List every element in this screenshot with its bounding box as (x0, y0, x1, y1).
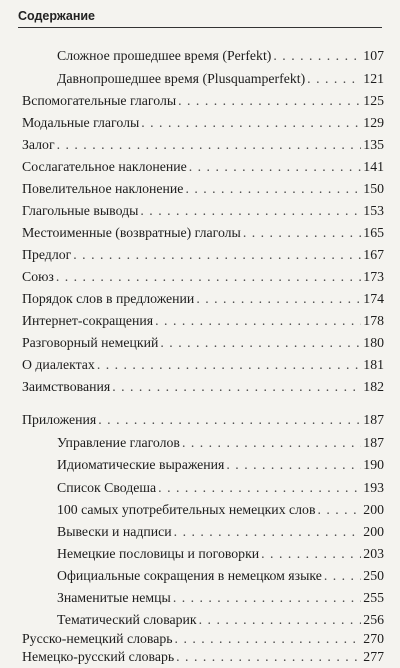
header-divider (18, 27, 382, 28)
toc-page-number: 255 (363, 590, 384, 605)
toc-entry (57, 47, 384, 65)
page-header (18, 6, 382, 28)
toc-leader (175, 630, 362, 648)
toc-entry (22, 246, 384, 264)
toc-entry-title: Список Сводеша (57, 480, 157, 495)
toc-entry-title: Модальные глаголы (22, 115, 140, 130)
toc-entry-title: Вывески и надписи (57, 524, 172, 539)
toc-entry (22, 378, 384, 396)
toc-entry (22, 648, 384, 666)
toc-entry (22, 136, 384, 154)
toc-leader (57, 136, 362, 154)
toc-entry (57, 589, 384, 607)
toc-page-number: 256 (363, 612, 384, 627)
toc-entry (57, 523, 384, 541)
toc-leader (273, 47, 361, 65)
toc-leader (98, 411, 361, 429)
toc-page-number: 135 (363, 137, 384, 152)
toc-entry (57, 479, 384, 497)
toc-page-number: 178 (363, 313, 384, 328)
toc-entry (22, 268, 384, 286)
toc-entry (22, 202, 384, 220)
toc-entry (57, 70, 384, 88)
toc-entry (57, 434, 384, 452)
toc-page-number: 250 (363, 568, 384, 583)
toc-leader (199, 611, 362, 629)
toc-page-number: 165 (363, 225, 384, 240)
toc-leader (176, 648, 361, 666)
toc-page-number: 125 (363, 93, 384, 108)
toc-leader (317, 501, 361, 519)
toc-entry-title: Сослагательное наклонение (22, 159, 187, 174)
toc-leader (173, 589, 361, 607)
toc-leader (158, 479, 361, 497)
toc-leader (182, 434, 361, 452)
toc-leader (97, 356, 361, 374)
toc-leader (160, 334, 361, 352)
toc-leader (261, 545, 361, 563)
toc-leader (226, 456, 361, 474)
toc-leader (189, 158, 362, 176)
toc-entry-title: Русско-немецкий словарь (22, 631, 173, 646)
toc-entry (22, 312, 384, 330)
toc-page-number: 153 (363, 203, 384, 218)
toc-entry (57, 567, 384, 585)
toc-entry-title: Немецкие пословицы и поговорки (57, 546, 260, 561)
toc-entry (57, 545, 384, 563)
toc-entry (22, 180, 384, 198)
toc-page-number: 181 (363, 357, 384, 372)
toc-entry (22, 92, 384, 110)
toc-entry-title: Интернет-сокращения (22, 313, 154, 328)
toc-entry (22, 411, 384, 429)
toc-entry (22, 356, 384, 374)
toc-entry-title: 100 самых употребительных немецких слов (57, 502, 316, 517)
toc-page-number: 193 (363, 480, 384, 495)
toc-leader (112, 378, 361, 396)
toc-entry-title: Предлог (22, 247, 72, 262)
toc-entry-title: Глагольные выводы (22, 203, 139, 218)
toc-leader (324, 567, 361, 585)
toc-entry (57, 501, 384, 519)
toc-entry-title: Местоименные (возвратные) глаголы (22, 225, 241, 240)
toc-leader (243, 224, 361, 242)
toc-page-number: 174 (363, 291, 384, 306)
toc-page-number: 200 (363, 524, 384, 539)
toc-entry-title: Заимствования (22, 379, 111, 394)
toc-page-number: 182 (363, 379, 384, 394)
toc-page-number: 141 (363, 159, 384, 174)
toc-entry-title: Тематический словарик (57, 612, 197, 627)
toc-page-number: 129 (363, 115, 384, 130)
toc-leader (56, 268, 361, 286)
toc-leader (140, 202, 361, 220)
toc-entry-title: Вспомогательные глаголы (22, 93, 177, 108)
toc-leader (307, 70, 361, 88)
toc-page-number: 203 (363, 546, 384, 561)
toc-entry (57, 456, 384, 474)
toc-page-number: 187 (363, 412, 384, 427)
toc-entry-title: Знаменитые немцы (57, 590, 171, 605)
toc-page-number: 200 (363, 502, 384, 517)
toc-entry-title: Давнопрошедшее время (Plusquamperfekt) (57, 71, 306, 86)
toc-leader (155, 312, 361, 330)
toc-entry-title: Управление глаголов (57, 435, 180, 450)
toc-entry-title: Порядок слов в предложении (22, 291, 195, 306)
page-title: Содержание (18, 9, 96, 23)
toc-page-number: 277 (363, 649, 384, 664)
toc-leader (185, 180, 361, 198)
toc-entry-title: О диалектах (22, 357, 95, 372)
toc-entry-title: Приложения (22, 412, 97, 427)
toc-entry (22, 114, 384, 132)
toc-entry-title: Сложное прошедшее время (Perfekt) (57, 48, 272, 63)
toc-page-number: 121 (363, 71, 384, 86)
toc-leader (178, 92, 361, 110)
toc-page-number: 180 (363, 335, 384, 350)
toc-entry-title: Повелительное наклонение (22, 181, 184, 196)
toc-page-number: 187 (363, 435, 384, 450)
toc-entry-title: Официальные сокращения в немецком языке (57, 568, 322, 583)
toc-entry (22, 334, 384, 352)
toc-entry-title: Союз (22, 269, 54, 284)
toc-leader (141, 114, 361, 132)
toc-entry (22, 630, 384, 648)
toc-entry (22, 290, 384, 308)
toc-page-number: 167 (363, 247, 384, 262)
toc-entry-title: Разговорный немецкий (22, 335, 159, 350)
toc-leader (174, 523, 362, 541)
toc-page-number: 173 (363, 269, 384, 284)
toc-entry (22, 158, 384, 176)
toc-page-number: 190 (363, 457, 384, 472)
toc-entry (57, 611, 384, 629)
toc-page-number: 150 (363, 181, 384, 196)
toc-entry-title: Немецко-русский словарь (22, 649, 175, 664)
toc-entry-title: Идиоматические выражения (57, 457, 225, 472)
toc-leader (196, 290, 361, 308)
toc-leader (73, 246, 361, 264)
toc-page-number: 107 (363, 48, 384, 63)
toc-entry-title: Залог (22, 137, 55, 152)
toc-entry (22, 224, 384, 242)
toc-page-number: 270 (363, 631, 384, 646)
